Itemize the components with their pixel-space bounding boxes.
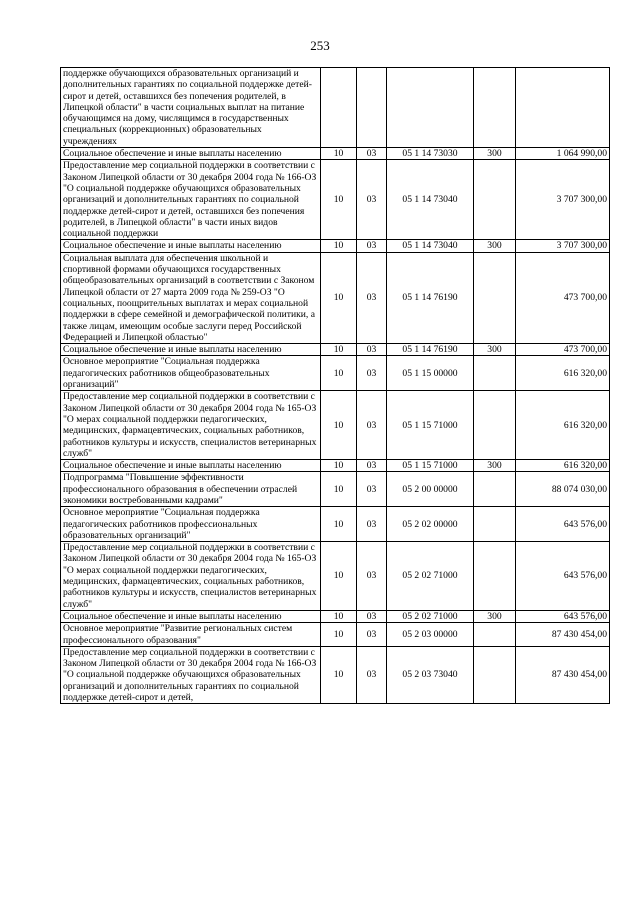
row-subsection-cell: 03 — [357, 252, 387, 343]
row-section-cell: 10 — [321, 160, 357, 240]
budget-table-body — [61, 68, 610, 704]
table-row — [61, 68, 610, 148]
row-target-cell: 05 2 03 73040 — [387, 646, 474, 703]
row-section-cell: 10 — [321, 148, 357, 160]
row-expense-type-cell — [474, 252, 516, 343]
row-amount-cell: 616 320,00 — [516, 391, 610, 460]
row-section-cell: 10 — [321, 507, 357, 542]
row-target-cell: 05 1 15 71000 — [387, 460, 474, 472]
row-target-cell: 05 2 02 71000 — [387, 542, 474, 611]
row-subsection-cell: 03 — [357, 148, 387, 160]
row-section-cell: 10 — [321, 610, 357, 622]
row-name-cell: Социальное обеспечение и иные выплаты населению — [61, 344, 321, 356]
table-row — [61, 356, 610, 391]
row-subsection-cell: 03 — [357, 623, 387, 647]
row-expense-type-cell — [474, 472, 516, 507]
table-row — [61, 460, 610, 472]
row-expense-type-cell — [474, 160, 516, 240]
row-name-cell: Подпрограмма "Повышение эффективности профессионального образования в обеспечении отраслей экономики востребованными кадрами" — [61, 472, 321, 507]
row-target-cell: 05 1 14 73030 — [387, 148, 474, 160]
row-target-cell: 05 1 15 71000 — [387, 391, 474, 460]
row-amount-cell: 88 074 030,00 — [516, 472, 610, 507]
table-row — [61, 240, 610, 252]
table-row — [61, 472, 610, 507]
row-expense-type-cell — [474, 68, 516, 148]
row-subsection-cell: 03 — [357, 507, 387, 542]
table-row — [61, 646, 610, 703]
row-amount-cell: 3 707 300,00 — [516, 240, 610, 252]
row-amount-cell: 643 576,00 — [516, 507, 610, 542]
row-expense-type-cell — [474, 391, 516, 460]
row-amount-cell: 1 064 990,00 — [516, 148, 610, 160]
row-name-cell: Основное мероприятие "Социальная поддержка педагогических работников общеобразовательных организаций" — [61, 356, 321, 391]
row-amount-cell — [516, 68, 610, 148]
row-target-cell: 05 2 00 00000 — [387, 472, 474, 507]
row-name-cell: Социальное обеспечение и иные выплаты населению — [61, 240, 321, 252]
row-target-cell: 05 1 14 76190 — [387, 344, 474, 356]
row-target-cell: 05 2 02 00000 — [387, 507, 474, 542]
table-row — [61, 507, 610, 542]
table-row — [61, 252, 610, 343]
row-expense-type-cell — [474, 356, 516, 391]
budget-table — [60, 67, 610, 704]
row-section-cell: 10 — [321, 391, 357, 460]
row-subsection-cell: 03 — [357, 646, 387, 703]
row-amount-cell: 3 707 300,00 — [516, 160, 610, 240]
table-row — [61, 344, 610, 356]
row-amount-cell: 87 430 454,00 — [516, 646, 610, 703]
row-name-cell: Социальное обеспечение и иные выплаты населению — [61, 460, 321, 472]
page-number: 253 — [310, 38, 330, 53]
row-section-cell: 10 — [321, 646, 357, 703]
row-subsection-cell: 03 — [357, 240, 387, 252]
row-subsection-cell — [357, 68, 387, 148]
row-subsection-cell: 03 — [357, 610, 387, 622]
row-amount-cell: 616 320,00 — [516, 356, 610, 391]
row-name-cell: Основное мероприятие "Развитие региональных систем профессионального образования" — [61, 623, 321, 647]
row-amount-cell: 643 576,00 — [516, 610, 610, 622]
row-amount-cell: 473 700,00 — [516, 344, 610, 356]
row-name-cell: Предоставление мер социальной поддержки в соответствии с Законом Липецкой области от 30 декабря 2004 года № 165-ОЗ "О мерах социальной поддержки педагогических, медицинских, фармацевтических, социальных работников, работников культуры и искусств, специалистов ветеринарных служб" — [61, 391, 321, 460]
row-amount-cell: 616 320,00 — [516, 460, 610, 472]
row-amount-cell: 87 430 454,00 — [516, 623, 610, 647]
row-expense-type-cell: 300 — [474, 610, 516, 622]
row-subsection-cell: 03 — [357, 160, 387, 240]
row-section-cell: 10 — [321, 240, 357, 252]
row-expense-type-cell — [474, 507, 516, 542]
row-name-cell: Предоставление мер социальной поддержки в соответствии с Законом Липецкой области от 30 декабря 2004 года № 165-ОЗ "О мерах социальной поддержки педагогических, медицинских, фармацевтических, социальных работников, работников культуры и искусств, специалистов ветеринарных служб" — [61, 542, 321, 611]
row-target-cell: 05 2 02 71000 — [387, 610, 474, 622]
table-row — [61, 610, 610, 622]
row-section-cell — [321, 68, 357, 148]
row-section-cell: 10 — [321, 472, 357, 507]
row-name-cell: Основное мероприятие "Социальная поддержка педагогических работников профессиональных образовательных организаций" — [61, 507, 321, 542]
row-target-cell: 05 1 14 73040 — [387, 160, 474, 240]
row-target-cell: 05 2 03 00000 — [387, 623, 474, 647]
row-expense-type-cell — [474, 542, 516, 611]
row-expense-type-cell: 300 — [474, 240, 516, 252]
table-row — [61, 623, 610, 647]
row-name-cell: Социальное обеспечение и иные выплаты населению — [61, 610, 321, 622]
row-subsection-cell: 03 — [357, 460, 387, 472]
table-row — [61, 148, 610, 160]
row-name-cell: Социальная выплата для обеспечения школьной и спортивной формами обучающихся государственных общеобразовательных организаций в соответствии с Законом Липецкой области от 27 марта 2009 года № 259-ОЗ "О социальных, поощрительных выплатах и мерах социальной поддержки в сфере семейной и демографической политики, а также лицам, имеющим особые заслуги перед Российской Федерацией и Липецкой областью" — [61, 252, 321, 343]
table-row — [61, 391, 610, 460]
row-subsection-cell: 03 — [357, 391, 387, 460]
row-subsection-cell: 03 — [357, 356, 387, 391]
row-amount-cell: 643 576,00 — [516, 542, 610, 611]
row-name-cell: поддержке обучающихся образовательных организаций и дополнительных гарантиях по социальной поддержке детей-сирот и детей, оставшихся без попечения родителей, в Липецкой области" в части социальных выплат на питание обучающимся на дому, числящимся в государственных специальных (коррекционных) образовательных учреждениях — [61, 68, 321, 148]
row-expense-type-cell — [474, 623, 516, 647]
row-section-cell: 10 — [321, 344, 357, 356]
row-expense-type-cell: 300 — [474, 148, 516, 160]
row-section-cell: 10 — [321, 252, 357, 343]
table-row — [61, 542, 610, 611]
row-section-cell: 10 — [321, 623, 357, 647]
row-expense-type-cell — [474, 646, 516, 703]
row-subsection-cell: 03 — [357, 344, 387, 356]
row-target-cell: 05 1 15 00000 — [387, 356, 474, 391]
row-name-cell: Социальное обеспечение и иные выплаты населению — [61, 148, 321, 160]
row-section-cell: 10 — [321, 356, 357, 391]
row-name-cell: Предоставление мер социальной поддержки в соответствии с Законом Липецкой области от 30 декабря 2004 года № 166-ОЗ "О социальной поддержке обучающихся образовательных организаций и дополнительных гарантиях по социальной поддержке детей-сирот и детей, оставшихся без попечения родителей, в Липецкой области" в части иных видов социальной поддержки — [61, 160, 321, 240]
row-amount-cell: 473 700,00 — [516, 252, 610, 343]
row-target-cell — [387, 68, 474, 148]
row-target-cell: 05 1 14 73040 — [387, 240, 474, 252]
row-target-cell: 05 1 14 76190 — [387, 252, 474, 343]
row-section-cell: 10 — [321, 460, 357, 472]
row-section-cell: 10 — [321, 542, 357, 611]
table-row — [61, 160, 610, 240]
row-subsection-cell: 03 — [357, 472, 387, 507]
row-subsection-cell: 03 — [357, 542, 387, 611]
row-expense-type-cell: 300 — [474, 344, 516, 356]
row-expense-type-cell: 300 — [474, 460, 516, 472]
row-name-cell: Предоставление мер социальной поддержки в соответствии с Законом Липецкой области от 30 декабря 2004 года № 166-ОЗ "О социальной поддержке обучающихся образовательных организаций и дополнительных гарантиях по социальной поддержке детей-сирот и детей, — [61, 646, 321, 703]
